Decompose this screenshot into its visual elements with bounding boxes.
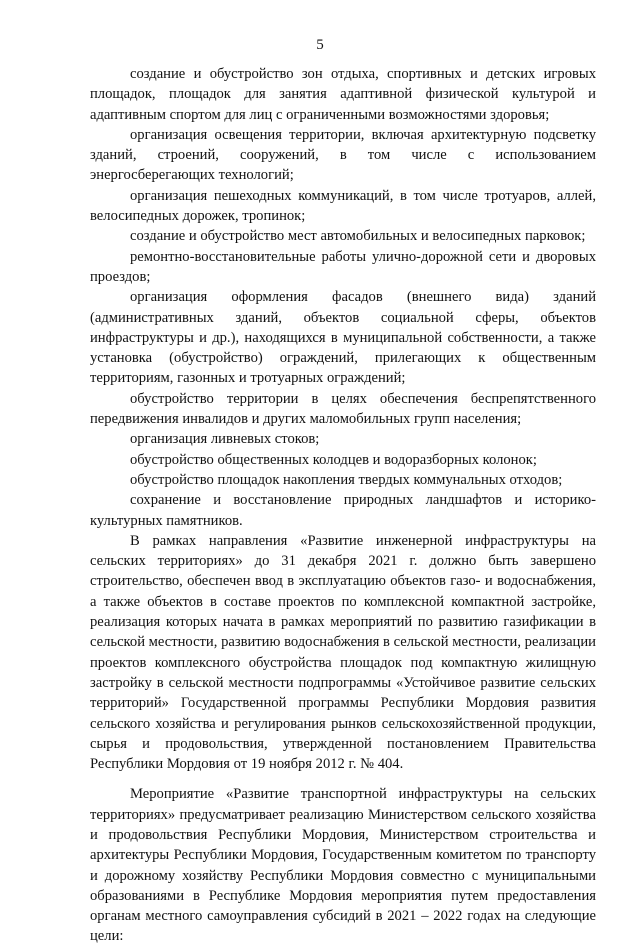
paragraph-waste-sites: обустройство площадок накопления твердых коммунальных отходов; <box>130 471 563 488</box>
paragraph-wells: обустройство общественных колодцев и водоразборных колонок; <box>130 451 537 468</box>
paragraph-parking: создание и обустройство мест автомобильных и велосипедных парковок; <box>130 228 586 245</box>
paragraph-engineering-infrastructure: В рамках направления «Развитие инженерной инфраструктуры на сельских территориях» до 31 декабря 2021 г. должно быть завершено строительство, обеспечен ввод в эксплуатацию объектов газо- и водоснабжения, а также объектов в составе проектов по комплексной компактной застройке, реализация которых начата в рамках мероприятий по развитию газификации в сельской местности, развитию водоснабжения в сельской местности, реализации проектов комплексного обустройства площадок под компактную жилищную застройку в сельской местности подпрограммы «Устойчивое развитие сельских территорий» Государственной программы Республики Мордовия развития сельского хозяйства и регулирования рынков сельскохозяйственной продукции, сырья и продовольствия, утвержденной постановлением Правительства Республики Мордовия от 19 ноября 2012 г. № 404. <box>90 532 596 773</box>
document-body <box>90 64 596 947</box>
paragraph-lighting: организация освещения территории, включая архитектурную подсветку зданий, строений, сооружений, в том числе с использованием энергосберегающих технологий; <box>90 126 596 184</box>
paragraph-recreation-zones: создание и обустройство зон отдыха, спортивных и детских игровых площадок, площадок для занятия адаптивной физической культурой и адаптивным спортом для лиц с ограниченными возможностями здоровья; <box>90 66 596 123</box>
paragraph-transport-infrastructure: Мероприятие «Развитие транспортной инфраструктуры на сельских территориях» предусматривает реализацию Министерством сельского хозяйства и продовольствия Республики Мордовия, Министерством строительства и архитектуры Республики Мордовия, Государственным комитетом по транспорту и дорожному хозяйству Республики Мордовия совместно с муниципальными образованиями в Республике Мордовия мероприятия путем предоставления органам местного самоуправления субсидий в 2021 – 2022 годах на следующие цели: <box>90 786 596 945</box>
page-number: 5 <box>316 37 324 53</box>
paragraph-landscapes: сохранение и восстановление природных ландшафтов и историко-культурных памятников. <box>90 492 596 529</box>
paragraph-accessibility: обустройство территории в целях обеспечения беспрепятственного передвижения инвалидов и других маломобильных групп населения; <box>90 390 596 428</box>
paragraph-pedestrian-communications: организация пешеходных коммуникаций, в том числе тротуаров, аллей, велосипедных дорожек, тропинок; <box>90 187 596 225</box>
paragraph-road-repair: ремонтно-восстановительные работы улично-дорожной сети и дворовых проездов; <box>90 248 596 285</box>
paragraph-facades: организация оформления фасадов (внешнего вида) зданий (административных зданий, объектов социальной сферы, объектов инфраструктуры и др.), находящихся в муниципальной собственности, а также установка (обустройство) ограждений, прилегающих к общественным территориям, газонных и тротуарных ограждений; <box>90 289 596 387</box>
paragraph-storm-drains: организация ливневых стоков; <box>130 431 320 448</box>
